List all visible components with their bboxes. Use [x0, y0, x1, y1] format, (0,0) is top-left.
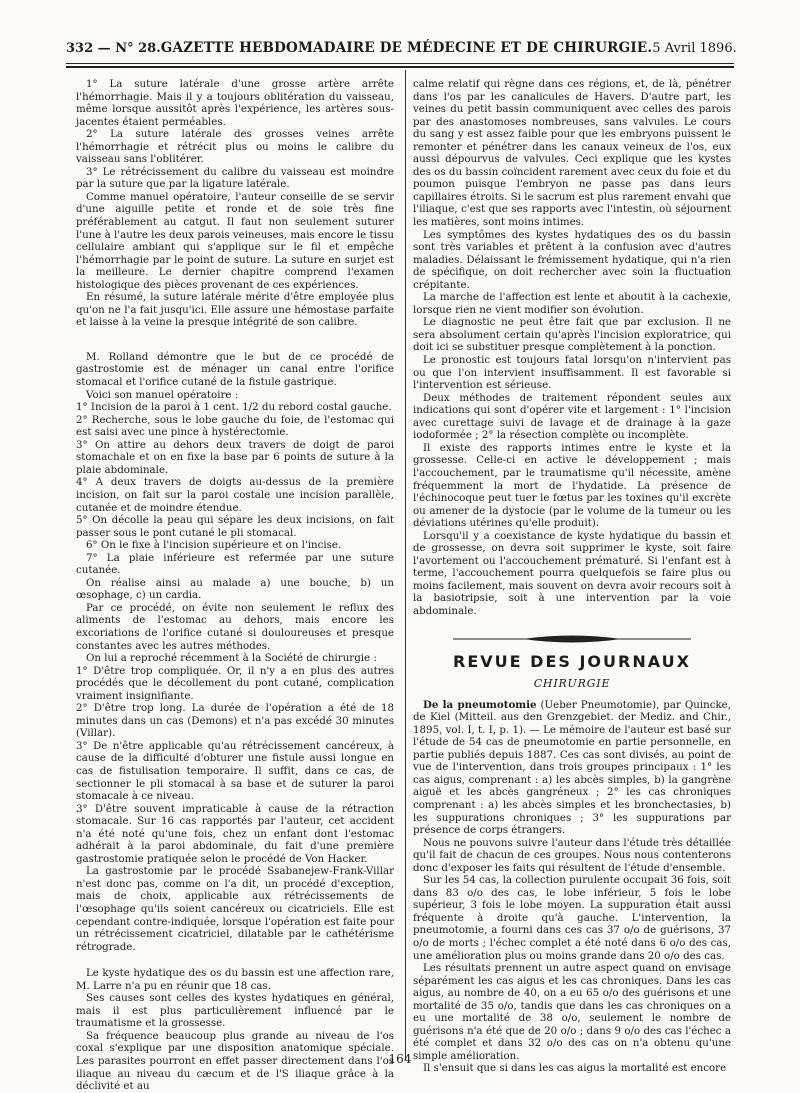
paragraph: Le diagnostic ne peut être fait que par exclusion. Il ne sera absolument certain qu'après l'incision exploratrice, qui doit ici se substituer presque complètement à la ponction. — [413, 316, 731, 354]
running-header — [66, 40, 737, 62]
paragraph: Les symptômes des kystes hydatiques des os du bassin sont très variables et prêtent à la confusion avec d'autres maladies. Délaissant le frémissement hydatique, qui n'a rien de spécifique, on doit rechercher avec soin la fluctuation crépitante. — [413, 228, 731, 291]
list-item: 4° A deux travers de doigts au-dessus de la première incision, on fait sur la paroi costale une incision parallèle, cutanée et de moindre étendue. — [76, 476, 394, 514]
paragraph: Sa fréquence beaucoup plus grande au niveau de l'os coxal s'explique par une disposition anatomique spéciale. Les parasites pourront en effet passer directement dans l'os iliaque au niveau du cæcum et de l'S iliaque grâce à la déclivité et au — [76, 1029, 394, 1093]
article-lead: De la pneumotomie — [423, 698, 537, 711]
paragraph: Lorsqu'il y a coexistance de kyste hydatique du bassin et de grossesse, on devra soit supprimer le kyste, soit faire l'avortement ou l'accouchement prématuré. Si l'enfant est à terme, l'accouchement pourra quelquefois se faire plus ou moins facilement, mais souvent on devra avoir recours soit à la basiotripsie, soit à une intervention par la voie abdominale. — [413, 529, 731, 617]
paragraph: La gastrostomie par le procédé Ssabanejew-Frank-Villar n'est donc pas, comme on l'a dit, un procédé d'exception, mais de choix, applicable aux rétrécissements de l'œsophage qu'ils soient cancéreux ou cicatriciels. Elle est cependant contre-indiquée, lorsque l'opération est faite pour un rétrécissement cicatriciel, dilatable par le cathétérisme rétrograde. — [76, 865, 394, 953]
page-issue-number: 332 — N° 28. — [66, 41, 161, 56]
right-column — [413, 78, 731, 1075]
list-item: 6° On le fixe à l'incision supérieure et on l'incise. — [86, 539, 342, 552]
article-intro — [413, 699, 731, 837]
paragraph: Le kyste hydatique des os du bassin est une affection rare, M. Larre n'a pu en réunir que 18 cas. — [76, 967, 394, 992]
ornament-rule-icon — [413, 632, 731, 646]
paragraph: Voici son manuel opératoire : — [86, 388, 239, 401]
paragraph: Nous ne pouvons suivre l'auteur dans l'étude très détaillée qu'il fait de chacun de ces groupes. Nous nous contenterons donc d'exposer les faits qui résultent de l'étude d'ensemble. — [413, 836, 731, 874]
paragraph: On réalise ainsi au malade a) une bouche, b) un œsophage, c) un cardia. — [76, 576, 394, 602]
list-item: 1° Incision de la paroi à 1 cent. 1/2 du rebord costal gauche. — [76, 401, 392, 414]
list-item: 3° D'être souvent impraticable à cause de la rétraction stomacale. Sur 16 cas rapportés par l'auteur, cet accident n'a été noté qu'une fois, chez un enfant dont l'estomac adhérait à la paroi abdominale, du fait d'une première gastrostomie pratiquée selon le procédé de Von Hacker. — [76, 802, 394, 865]
column-divider — [405, 70, 406, 1060]
issue-date: 5 Avril 1896. — [652, 41, 737, 56]
journal-title: GAZETTE HEBDOMADAIRE DE MÉDECINE ET DE CHIRURGIE. — [160, 40, 653, 56]
section-ornament — [413, 624, 731, 654]
paragraph: Comme manuel opératoire, l'auteur conseille de se servir d'une aiguille petite et ronde et de soie très fine préférablement au catgut. Il faut non seulement suturer l'une à l'autre les deux parois veineuses, mais encore le tissu cellulaire ambiant qui s'applique sur le fil et empêche l'hémorrhagie par le point de suture. La suture en surjet est la meilleure. Le dernier chapitre comprend l'examen histologique des pièces provenant de ces expériences. — [76, 190, 394, 291]
paragraph: 3° Le rétrécissement du calibre du vaisseau est moindre par la suture que par la ligature latérale. — [76, 165, 394, 191]
paragraph: La marche de l'affection est lente et aboutit à la cachexie, lorsque rien ne vient modifier son évolution. — [413, 291, 731, 316]
article-citation: (Ueber Pneumotomie), par Quincke, de Kiel (Mitteil. aus den Grenzgebiet. der Mediz. and Chir., 1895, vol. I, t. I, p. 1). — Le mémoire de l'auteur est basé sur l'étude de 54 cas de pneumotomie en partie personnelle, en partie publiés depuis 1887. Ces cas sont divisés, au point de vue de l'intervention, dans trois groupes principaux : 1° les cas aigus, comprenant : a) les abcès simples, b) la gangrène aiguë et les abcès gangréneux ; 2° les cas chroniques comprenant : a) les abcès simples et les bronchectasies, b) les suppurations chroniques ; 3° les suppurations par présence de corps étrangers. — [413, 698, 731, 837]
paragraph: M. Rolland démontre que le but de ce procédé de gastrostomie est de ménager un canal entre l'orifice stomacal et l'orifice cutané de la fistule gastrique. — [76, 350, 394, 389]
paragraph: 2° La suture latérale des grosses veines arrête l'hémorrhagie et rétrécit plus ou moins le calibre du vaisseau sans l'oblitérer. — [76, 128, 394, 166]
list-item: 5° On décolle la peau qui sépare les deux incisions, on fait passer sous le pont cutané le pli stomacal. — [76, 514, 394, 539]
paragraph: calme relatif qui règne dans ces régions, et, de là, pénétrer dans l'os par les canalicules de Havers. D'autre part, les veines du petit bassin communiquent avec celles des parois par des anastomoses nombreuses, sans valvules. Le cours du sang y est assez faible pour que les embryons puissent le remonter et pénétrer dans les canaux veineux de l'os, eux aussi dépourvus de valvules. Ceci explique que les kystes des os du bassin coïncident rarement avec ceux du foie et du poumon puisque l'embryon ne passe pas dans leurs capillaires étroits. Si le sacrum est plus rarement envahi que l'iliaque, c'est que ses rapports avec l'intestin, où séjournent les matières, sont moins intimes. — [413, 78, 731, 229]
list-item: 1° D'être trop compliquée. Or, il n'y a en plus des autres procédés que le décollement du pont cutané, complication vraiment insignifiante. — [76, 664, 394, 702]
section-subtitle: CHIRURGIE — [533, 677, 611, 691]
header-rule-thin — [66, 63, 734, 64]
left-column — [76, 78, 394, 1093]
paragraph: 1° La suture latérale d'une grosse artère arrête l'hémorrhagie. Mais il y a toujours oblitération du vaisseau, même lorsque aussitôt après l'expérience, les artères sous-jacentes étaient perméables. — [76, 78, 394, 128]
list-item: 2° Recherche, sous le lobe gauche du foie, de l'estomac qui est saisi avec une pince à hystérectomie. — [76, 413, 394, 439]
paragraph: Les résultats prennent un autre aspect quand on envisage séparément les cas aigus et les cas chroniques. Dans les cas aigus, au nombre de 40, on a eu 65 o/o des guérisons et une mortalité de 35 o/o, tandis que dans les cas chroniques on a eu une mortalité de 38 o/o, seulement le nombre de guérisons n'a été que de 20 o/o ; dans 9 o/o des cas l'échec a été complet et dans 32 o/o des cas on n'a obtenu qu'une simple amélioration. — [413, 962, 731, 1062]
header-rule-thick — [66, 66, 734, 68]
page-number: 164 — [388, 1052, 412, 1066]
list-item: 3° De n'être applicable qu'au rétrécissement cancéreux, à cause de la difficulté d'obturer une fistule aussi longue en cas de fistulisation temporaire. Il suffit, dans ce cas, de sectionner le pli stomacal à sa base et de suturer la paroi stomacale à ce niveau. — [76, 739, 394, 803]
paragraph: Par ce procédé, on évite non seulement le reflux des aliments de l'estomac au dehors, mais encore les excoriations de l'orifice cutané si douloureuses et presque constantes avec les autres méthodes. — [76, 601, 394, 652]
list-item: 3° On attire au dehors deux travers de doigt de paroi stomachale et on en fixe la base par 6 points de suture à la plaie abdominale. — [76, 438, 394, 476]
list-item: 2° D'être trop long. La durée de l'opération a été de 18 minutes dans un cas (Demons) et n'a pas excédé 30 minutes (Villar). — [76, 702, 394, 740]
paragraph: Il existe des rapports intimes entre le kyste et la grossesse. Celle-ci en active le développement ; mais l'accouchement, par le traumatisme qu'il nécessite, amène fréquemment la mort de l'hydatide. La présence de l'échinocoque peut tuer le fœtus par les toxines qu'il excrète ou amener de la dystocie (par le volume de la tumeur ou les déviations utérines qu'elle produit). — [413, 441, 731, 530]
paragraph: Ses causes sont celles des kystes hydatiques en général, mais il est plus particulièrement influencé par le traumatisme et la grossesse. — [76, 992, 394, 1030]
section-title: REVUE DES JOURNAUX — [453, 651, 691, 671]
paragraph: Le pronostic est toujours fatal lorsqu'on n'intervient pas ou que l'on intervient insuffisamment. Il est favorable si l'intervention est sérieuse. — [413, 354, 731, 392]
paragraph: Deux méthodes de traitement répondent seules aux indications qui sont d'opérer vite et largement : 1° l'incision avec curettage suivi de lavage et de drainage à la gaze iodoformée ; 2° la résection complète ou incomplète. — [413, 391, 731, 442]
paragraph: On lui a reproché récemment à la Société de chirurgie : — [86, 652, 377, 665]
paragraph: Il s'ensuit que si dans les cas aigus la mortalité est encore — [423, 1062, 727, 1075]
paragraph: Sur les 54 cas, la collection purulente occupait 36 fois, soit dans 83 o/o des cas, le lobe inférieur, 5 fois le lobe supérieur, 3 fois le lobe moyen. La suppuration était aussi fréquente à droite qu'à gauche. L'intervention, la pneumotomie, a fourni dans ces cas 37 o/o de guérisons, 37 o/o de morts ; l'échec complet a été noté dans 6 o/o des cas, une amélioration plus ou moins grande dans 20 o/o des cas. — [413, 874, 731, 962]
paragraph: En résumé, la suture latérale mérite d'être employée plus qu'on ne l'a fait jusqu'ici. Elle assure une hémostase parfaite et laisse à la veine la presque intégrité de son calibre. — [76, 291, 394, 329]
list-item: 7° La plaie inférieure est refermée par une suture cutanée. — [76, 551, 394, 577]
